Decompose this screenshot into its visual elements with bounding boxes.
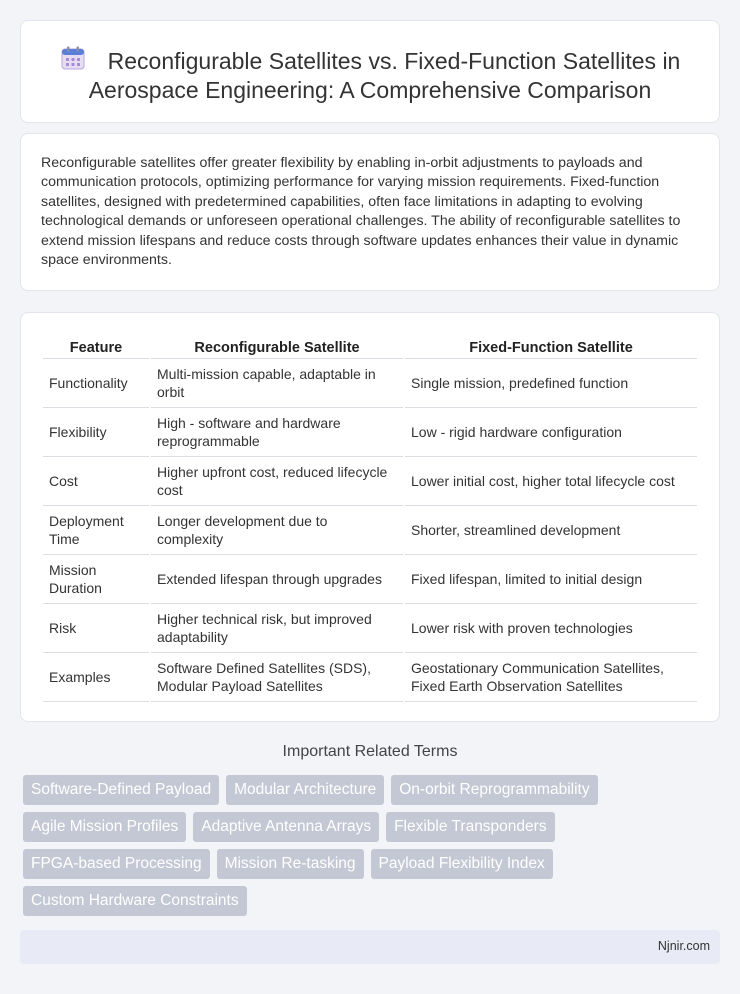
calendar-icon — [60, 45, 86, 71]
feature-cell: Cost — [43, 457, 149, 506]
intro-paragraph: Reconfigurable satellites offer greater flexibility by enabling in-orbit adjustments to payloads and communication protocols, optimizing performance for varying mission requirements. Fixed-function satellites, designed with predetermined capabilities, often face limitations in adapting to evolving technological demands or unforeseen operational challenges. The ability of reconfigurable satellites to extend mission lifespans and reduce costs through software updates enhances their value in dynamic space environments. — [41, 155, 681, 269]
fixed-cell: Fixed lifespan, limited to initial design — [405, 555, 697, 604]
term-tag[interactable]: On-orbit Reprogrammability — [391, 775, 597, 805]
term-tag[interactable]: Mission Re-tasking — [217, 849, 364, 879]
table-row — [43, 555, 697, 604]
header-feature: Feature — [43, 333, 149, 359]
term-tag[interactable]: Custom Hardware Constraints — [23, 886, 247, 916]
comparison-card — [20, 312, 720, 722]
reconfigurable-cell: Software Defined Satellites (SDS), Modular Payload Satellites — [151, 653, 403, 702]
page-title: Reconfigurable Satellites vs. Fixed-Function Satellites in Aerospace Engineering: A Comprehensive Comparison — [88, 48, 681, 103]
intro-card — [20, 133, 720, 291]
table-row — [43, 359, 697, 408]
feature-cell: Flexibility — [43, 408, 149, 457]
table-row — [43, 457, 697, 506]
fixed-cell: Lower initial cost, higher total lifecycle cost — [405, 457, 697, 506]
feature-cell: Risk — [43, 604, 149, 653]
reconfigurable-cell: High - software and hardware reprogrammable — [151, 408, 403, 457]
footer-brand[interactable]: Njnir.com — [657, 939, 710, 953]
related-terms-title: Important Related Terms — [282, 743, 458, 760]
title-card — [20, 20, 720, 123]
header-reconfigurable: Reconfigurable Satellite — [151, 333, 403, 359]
table-header-row — [43, 333, 697, 359]
feature-cell: Functionality — [43, 359, 149, 408]
reconfigurable-cell: Longer development due to complexity — [151, 506, 403, 555]
related-terms-list — [23, 775, 723, 916]
comparison-table — [41, 333, 699, 702]
fixed-cell: Geostationary Communication Satellites, Fixed Earth Observation Satellites — [405, 653, 697, 702]
term-tag[interactable]: Software-Defined Payload — [23, 775, 219, 805]
term-tag[interactable]: Agile Mission Profiles — [23, 812, 186, 842]
term-tag[interactable]: Modular Architecture — [226, 775, 384, 805]
footer — [20, 930, 720, 964]
reconfigurable-cell: Extended lifespan through upgrades — [151, 555, 403, 604]
fixed-cell: Low - rigid hardware configuration — [405, 408, 697, 457]
term-tag[interactable]: Flexible Transponders — [386, 812, 555, 842]
fixed-cell: Lower risk with proven technologies — [405, 604, 697, 653]
term-tag[interactable]: Payload Flexibility Index — [371, 849, 553, 879]
reconfigurable-cell: Higher technical risk, but improved adaptability — [151, 604, 403, 653]
fixed-cell: Single mission, predefined function — [405, 359, 697, 408]
table-row — [43, 653, 697, 702]
page-title-wrap — [41, 45, 699, 105]
reconfigurable-cell: Higher upfront cost, reduced lifecycle cost — [151, 457, 403, 506]
feature-cell: Mission Duration — [43, 555, 149, 604]
feature-cell: Examples — [43, 653, 149, 702]
table-row — [43, 604, 697, 653]
table-row — [43, 408, 697, 457]
table-row — [43, 506, 697, 555]
term-tag[interactable]: FPGA-based Processing — [23, 849, 210, 879]
header-fixed: Fixed-Function Satellite — [405, 333, 697, 359]
feature-cell: Deployment Time — [43, 506, 149, 555]
fixed-cell: Shorter, streamlined development — [405, 506, 697, 555]
term-tag[interactable]: Adaptive Antenna Arrays — [193, 812, 379, 842]
reconfigurable-cell: Multi-mission capable, adaptable in orbit — [151, 359, 403, 408]
